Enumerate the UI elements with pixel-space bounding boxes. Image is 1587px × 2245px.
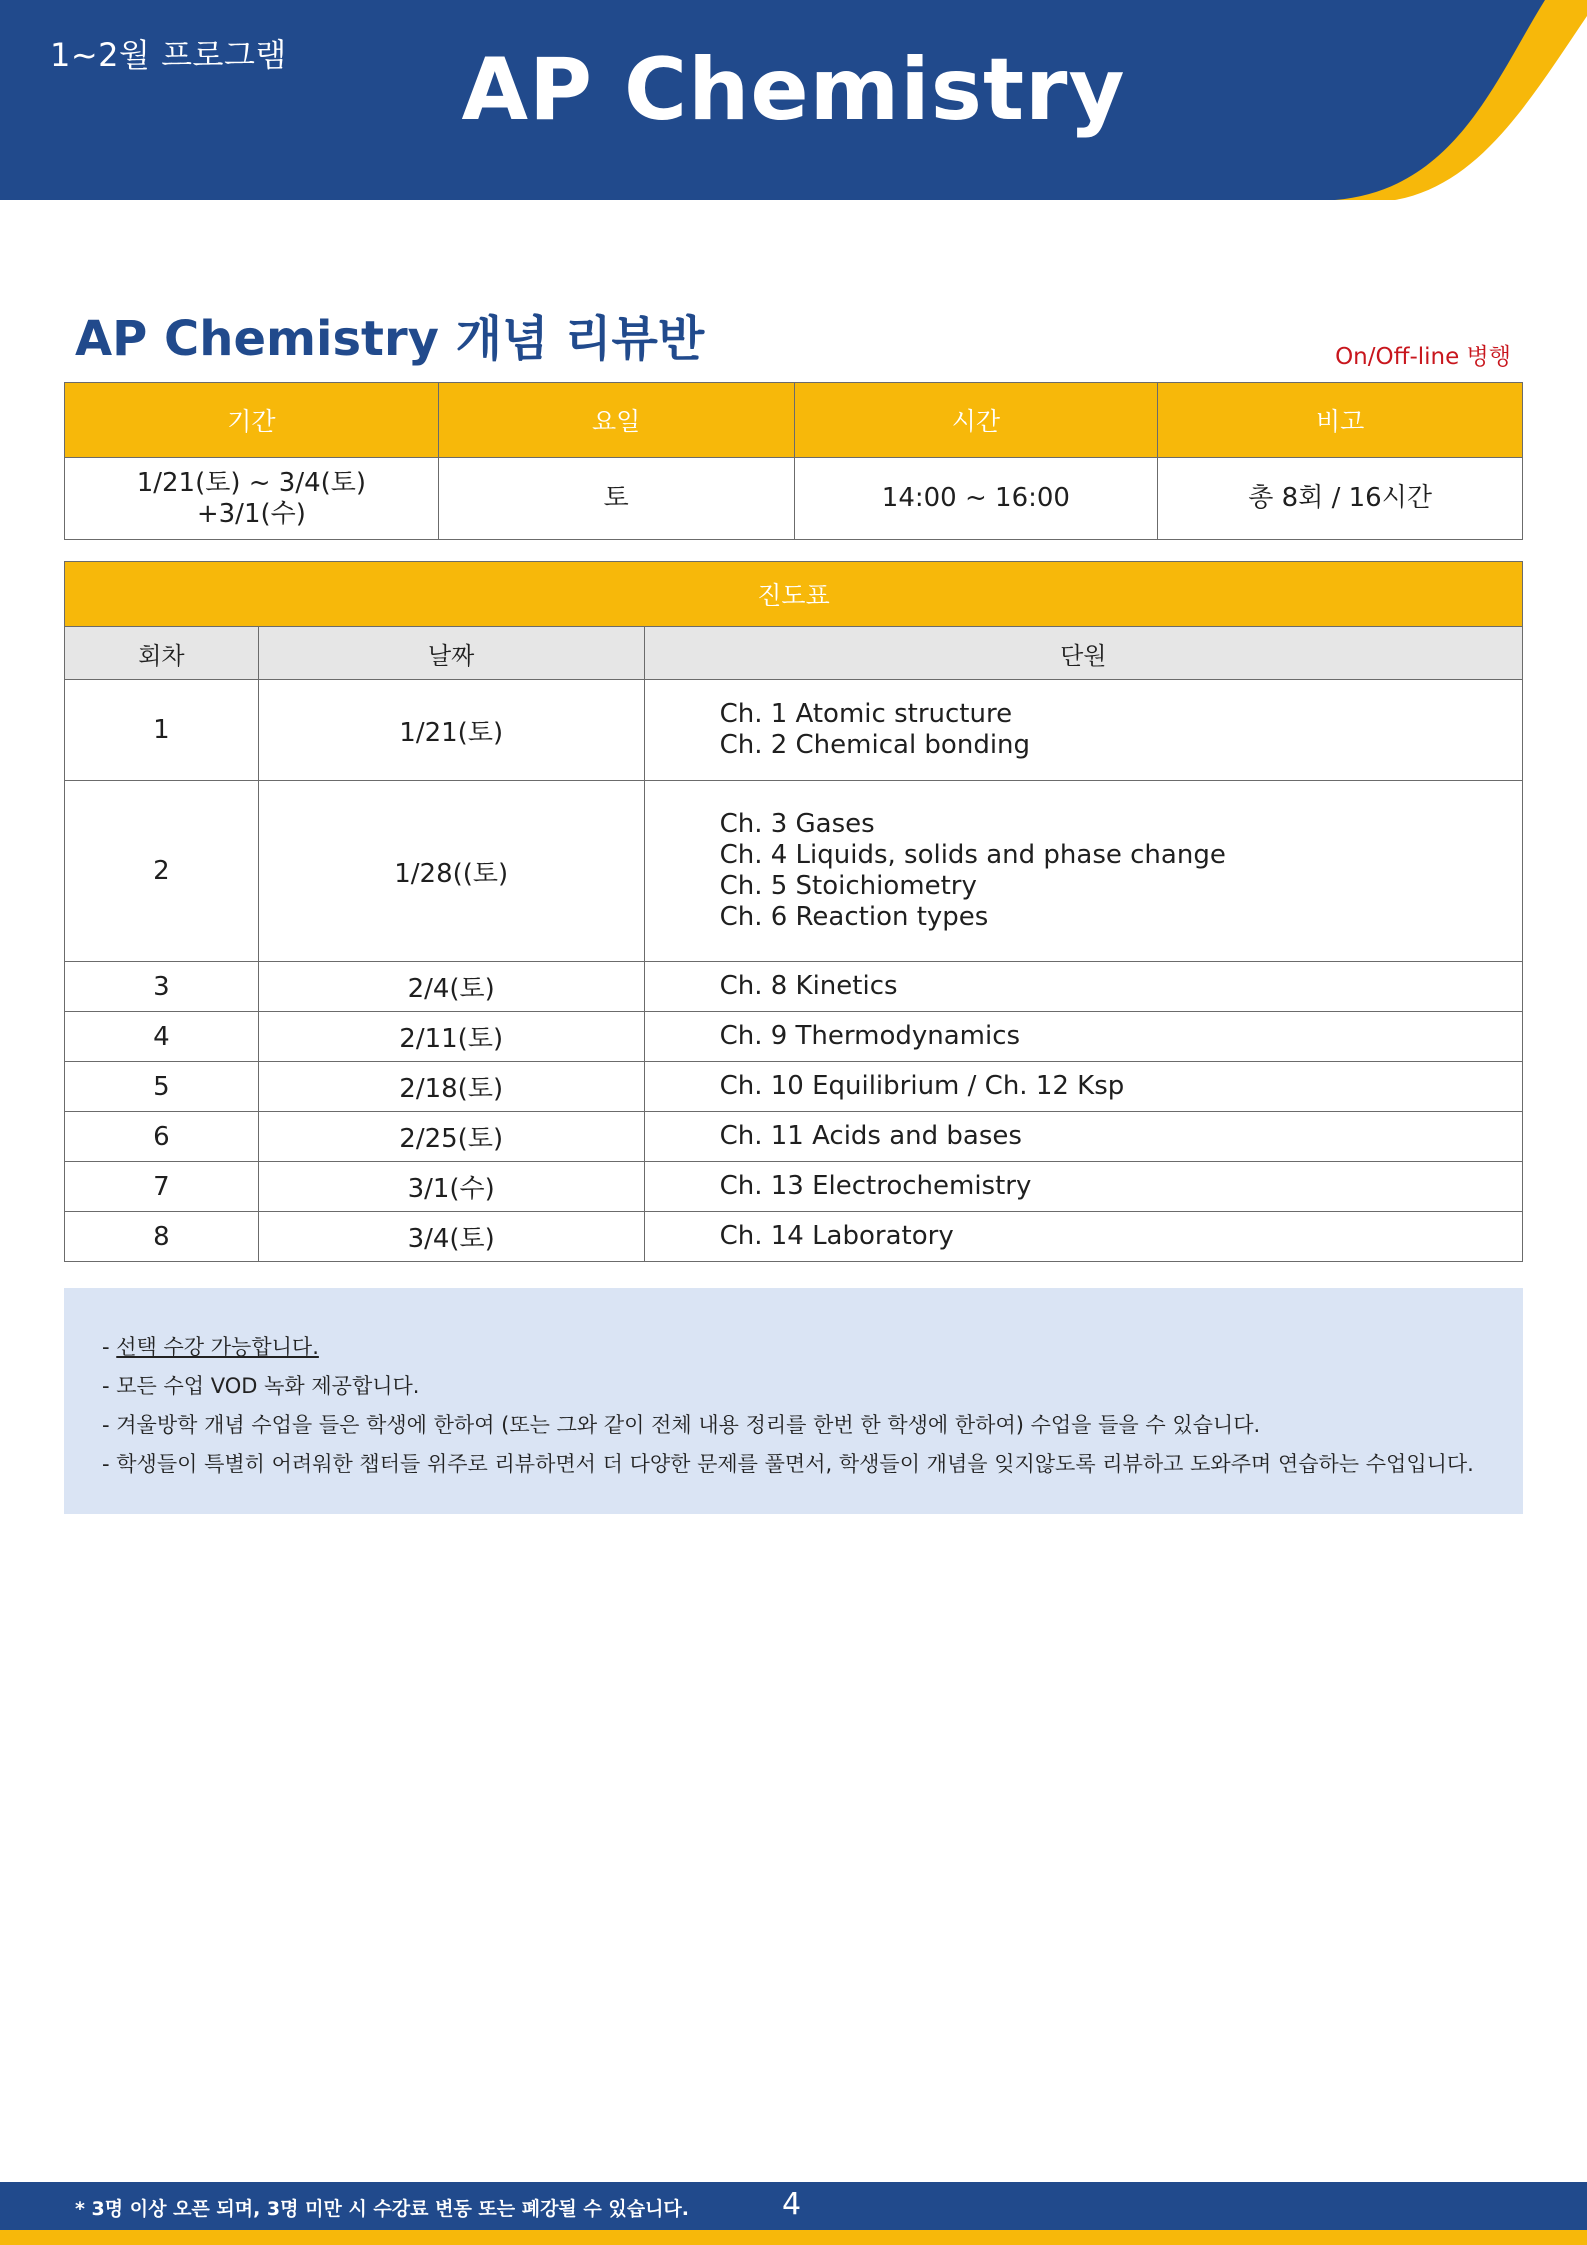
table-row [65,962,1523,1012]
table-row [65,1112,1523,1162]
info-period-line1: 1/21(토) ~ 3/4(토) [136,467,367,498]
progress-header-row [65,627,1523,680]
note-dash: - [102,1452,117,1476]
session-date: 2/4(토) [258,962,644,1012]
session-number: 6 [65,1112,259,1162]
info-period-line2: +3/1(수) [196,498,306,529]
mode-note: On/Off-line 병행 [1335,344,1511,370]
session-units [644,680,1522,781]
session-number: 1 [65,680,259,781]
session-units: Ch. 10 Equilibrium / Ch. 12 Ksp [644,1062,1522,1112]
note-item [102,1367,1523,1406]
section-title: AP Chemistry 개념 리뷰반 [75,311,705,367]
session-number: 7 [65,1162,259,1212]
session-number: 3 [65,962,259,1012]
session-units: Ch. 8 Kinetics [644,962,1522,1012]
info-header-day: 요일 [438,383,794,458]
program-label: 1~2월 프로그램 [50,36,287,74]
note-text: 겨울방학 개념 수업을 들은 학생에 한하여 (또는 그와 같이 전체 내용 정리를 한번 한 학생에 한하여) 수업을 들을 수 있습니다. [116,1413,1261,1437]
info-header-row [65,383,1523,458]
unit-line: Ch. 4 Liquids, solids and phase change [719,840,1226,870]
session-units: Ch. 14 Laboratory [644,1212,1522,1262]
unit-line: Ch. 1 Atomic structure [719,699,1013,729]
table-row [65,1162,1523,1212]
info-header-remark: 비고 [1158,383,1523,458]
page-title: AP Chemistry [461,40,1126,140]
session-units [644,781,1522,962]
progress-table [64,561,1523,1262]
info-period [65,458,439,540]
info-remark: 총 8회 / 16시간 [1158,458,1523,540]
course-info-table [64,382,1523,540]
session-units: Ch. 9 Thermodynamics [644,1012,1522,1062]
note-text: 모든 수업 VOD 녹화 제공합니다. [116,1374,420,1398]
info-value-row [65,458,1523,540]
page-footer [0,2182,1587,2245]
table-row [65,1012,1523,1062]
progress-header-session: 회차 [65,627,259,680]
session-date: 2/25(토) [258,1112,644,1162]
info-header-period: 기간 [65,383,439,458]
session-number: 2 [65,781,259,962]
table-row [65,781,1523,962]
session-date: 2/11(토) [258,1012,644,1062]
session-units: Ch. 13 Electrochemistry [644,1162,1522,1212]
session-number: 8 [65,1212,259,1262]
unit-line: Ch. 3 Gases [719,809,875,839]
table-row [65,680,1523,781]
progress-title-row [65,562,1523,627]
unit-line: Ch. 6 Reaction types [719,902,989,932]
session-number: 4 [65,1012,259,1062]
session-number: 5 [65,1062,259,1112]
note-item [102,1328,1523,1367]
progress-header-unit: 단원 [644,627,1522,680]
progress-header-date: 날짜 [258,627,644,680]
note-text: 학생들이 특별히 어려워한 챕터들 위주로 리뷰하면서 더 다양한 문제를 풀면서, 학생들이 개념을 잊지않도록 리뷰하고 도와주며 연습하는 수업입니다. [116,1452,1474,1476]
note-item [102,1406,1523,1445]
note-item [102,1445,1523,1484]
notes-box [64,1288,1523,1514]
note-text: 선택 수강 가능합니다. [116,1335,319,1359]
info-day: 토 [438,458,794,540]
footer-note: * 3명 이상 오픈 되며, 3명 미만 시 수강료 변동 또는 폐강될 수 있습니다. [75,2198,690,2220]
footer-stripe [0,2230,1587,2245]
session-date: 2/18(토) [258,1062,644,1112]
note-dash: - [102,1335,117,1359]
session-date: 1/28((토) [258,781,644,962]
page-number: 4 [782,2187,802,2222]
table-row [65,1212,1523,1262]
note-dash: - [102,1413,117,1437]
session-date: 3/4(토) [258,1212,644,1262]
progress-title: 진도표 [65,562,1523,627]
session-date: 3/1(수) [258,1162,644,1212]
page-header [0,0,1587,200]
info-header-time: 시간 [794,383,1158,458]
note-dash: - [102,1374,117,1398]
unit-line: Ch. 2 Chemical bonding [719,730,1031,760]
info-time: 14:00 ~ 16:00 [794,458,1158,540]
table-row [65,1062,1523,1112]
unit-line: Ch. 5 Stoichiometry [719,871,977,901]
session-units: Ch. 11 Acids and bases [644,1112,1522,1162]
session-date: 1/21(토) [258,680,644,781]
